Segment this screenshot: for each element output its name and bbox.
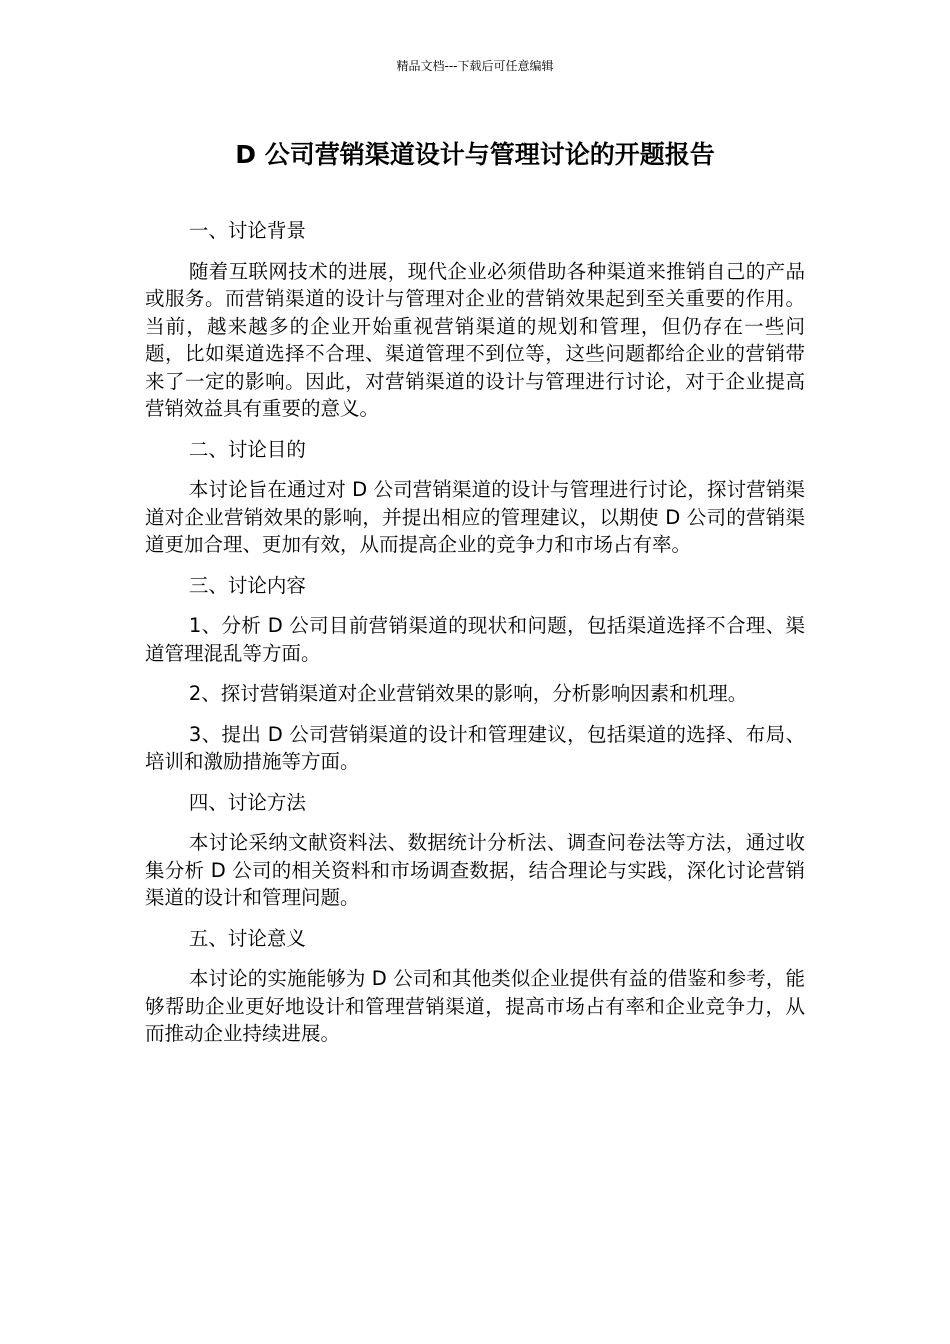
section-background [145,217,805,423]
body-paragraph: 本讨论旨在通过对 D 公司营销渠道的设计与管理进行讨论，探讨营销渠道对企业营销效果的影响，并提出相应的管理建议，以期使 D 公司的营销渠道更加合理、更加有效，从而提高企业的竞争力和市场占有率。 [145,478,805,556]
section-method [145,789,805,912]
body-paragraph: 本讨论的实施能够为 D 公司和其他类似企业提供有益的借鉴和参考，能够帮助企业更好地设计和管理营销渠道，提高市场占有率和企业竞争力，从而推动企业持续进展。 [145,967,805,1045]
body-paragraph: 本讨论采纳文献资料法、数据统计分析法、调查问卷法等方法，通过收集分析 D 公司的相关资料和市场调查数据，结合理论与实践，深化讨论营销渠道的设计和管理问题。 [145,831,805,909]
section-content [145,572,805,776]
list-item: 1、分析 D 公司目前营销渠道的现状和问题，包括渠道选择不合理、渠道管理混乱等方面。 [145,614,805,665]
page-header: 精品文档---下载后可任意编辑 [396,59,554,73]
section-heading: 二、讨论目的 [188,437,306,461]
list-item: 2、探讨营销渠道对企业营销效果的影响，分析影响因素和机理。 [188,682,748,705]
section-purpose [145,436,805,559]
section-heading: 四、讨论方法 [188,790,306,814]
section-significance [145,925,805,1048]
section-heading: 一、讨论背景 [188,219,306,242]
document-body [145,217,805,1061]
document-title: D 公司营销渠道设计与管理讨论的开题报告 [235,140,715,169]
list-item: 3、提出 D 公司营销渠道的设计和管理建议，包括渠道的选择、布局、培训和激励措施等方面。 [145,722,805,773]
section-heading: 三、讨论内容 [188,573,306,597]
section-heading: 五、讨论意义 [188,926,306,950]
body-paragraph: 随着互联网技术的进展，现代企业必须借助各种渠道来推销自己的产品或服务。而营销渠道的设计与管理对企业的营销效果起到至关重要的作用。当前，越来越多的企业开始重视营销渠道的规划和管理，但仍存在一些问题，比如渠道选择不合理、渠道管理不到位等，这些问题都给企业的营销带来了一定的影响。因此，对营销渠道的设计与管理进行讨论，对于企业提高营销效益具有重要的意义。 [145,259,805,420]
